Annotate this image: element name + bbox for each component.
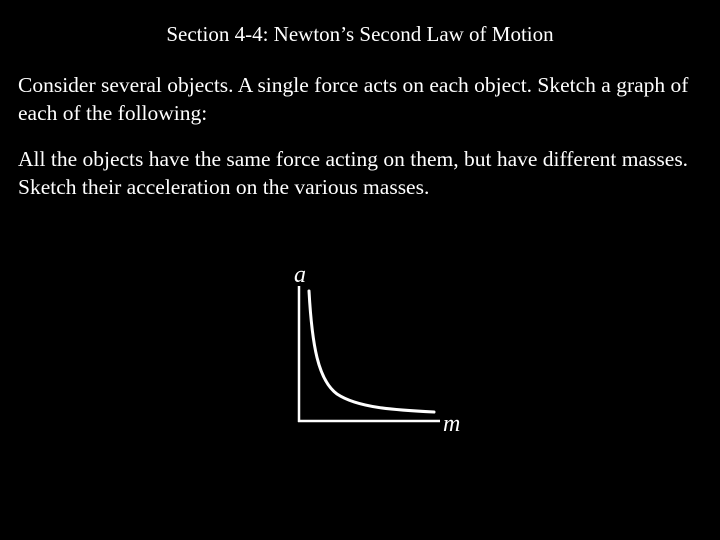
inverse-curve bbox=[309, 291, 434, 412]
question-paragraph: All the objects have the same force acting on them, but have different masses. Sketch their acceleration on the various masses. bbox=[18, 147, 689, 199]
x-axis-label: m bbox=[443, 411, 461, 437]
y-axis-label: a bbox=[294, 262, 306, 288]
intro-paragraph: Consider several objects. A single force acts on each object. Sketch a graph of each of the following: bbox=[18, 73, 689, 125]
slide-title: Section 4-4: Newton’s Second Law of Motion bbox=[166, 22, 554, 46]
